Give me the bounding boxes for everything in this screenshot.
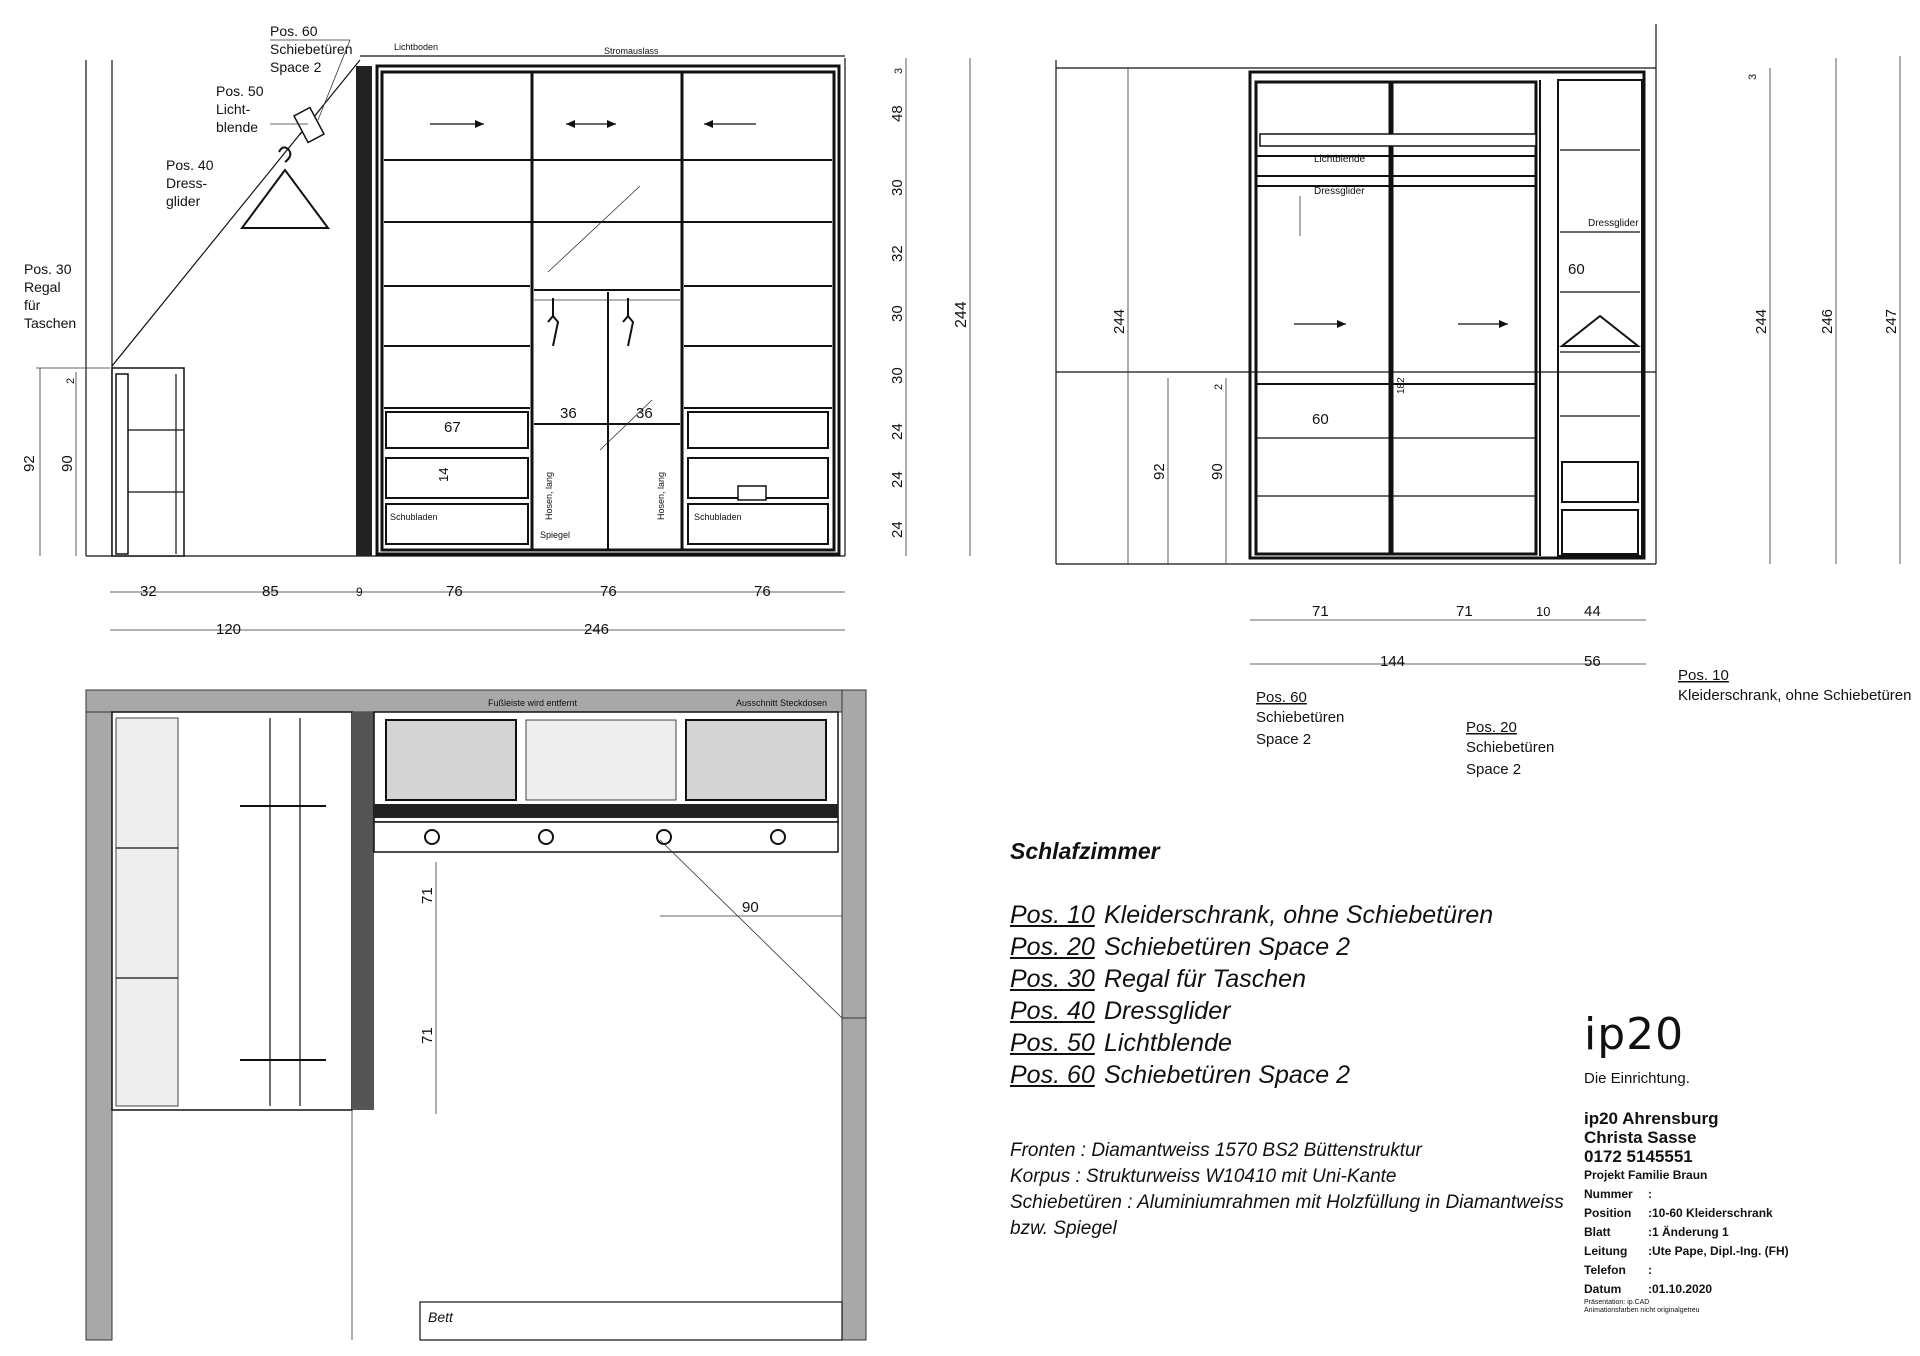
dim-2-right: 2 <box>1213 383 1225 390</box>
dim-36a: 36 <box>560 405 577 422</box>
legend-text: Dressglider <box>1104 997 1231 1025</box>
slogan: Die Einrichtung. <box>1584 1070 1690 1087</box>
dim-right-height: 24 <box>889 471 906 488</box>
bottom-width-dims-right <box>1312 603 1601 620</box>
titleblock-value: :10-60 Kleiderschrank <box>1648 1206 1773 1220</box>
dim-144: 144 <box>1380 653 1406 670</box>
titleblock-key: Blatt <box>1584 1225 1611 1239</box>
schubladen-right-label: Schubladen <box>694 512 742 522</box>
slide-arrow-right-icon <box>430 120 484 128</box>
legend-row <box>1010 1059 1493 1091</box>
dim-bottom-width: 76 <box>446 583 463 600</box>
spiegel-label: Spiegel <box>540 530 571 540</box>
titleblock-row <box>1584 1242 1789 1261</box>
dim-60-inner: 60 <box>1312 411 1329 428</box>
contact-phone: 0172 5145551 <box>1584 1147 1693 1166</box>
dim-182: 182 <box>1396 377 1407 394</box>
titleblock-value: : <box>1648 1187 1652 1201</box>
pos60-label-line2: Schiebetüren <box>270 41 353 57</box>
dim-71-plan-b: 71 <box>419 1027 436 1044</box>
regal-taschen <box>112 368 184 556</box>
dim-2-left: 2 <box>65 377 77 384</box>
dim-right-height: 24 <box>889 423 906 440</box>
titleblock-key: Position <box>1584 1206 1632 1220</box>
dim-60-side: 60 <box>1568 261 1585 278</box>
dim-247-right: 247 <box>1883 308 1900 334</box>
legend <box>1010 838 1493 1091</box>
fussleiste-label: Fußleiste wird entfernt <box>488 698 578 708</box>
dim-71-plan-a: 71 <box>419 887 436 904</box>
dim-right-height: 30 <box>889 305 906 322</box>
dim-90-plan: 90 <box>742 899 759 916</box>
dim-right-height: 3 <box>893 67 905 74</box>
titleblock-key: Telefon <box>1584 1263 1626 1277</box>
dim-right-height: 24 <box>889 521 906 538</box>
dim-92-left: 92 <box>21 455 38 472</box>
material-spiegel: bzw. Spiegel <box>1010 1218 1117 1239</box>
dim-bottom-width: 32 <box>140 583 157 600</box>
titleblock-key: Leitung <box>1584 1244 1628 1258</box>
dim-246-bottom: 246 <box>584 621 610 638</box>
dim-bottom-width-right: 10 <box>1536 604 1551 619</box>
schubladen-left-label: Schubladen <box>390 512 438 522</box>
dim-90-right: 90 <box>1209 463 1226 480</box>
legend-row <box>1010 995 1493 1027</box>
pos30-label-line1: Pos. 30 <box>24 261 72 277</box>
pos60-right-line1: Pos. 60 <box>1256 689 1307 706</box>
dim-bottom-width-right: 71 <box>1312 603 1329 620</box>
right-height-dims <box>889 68 906 538</box>
titleblock-row <box>1584 1204 1789 1223</box>
pos20-right-line1: Pos. 20 <box>1466 719 1517 736</box>
dressglider-label-b: Dressglider <box>1588 218 1639 229</box>
material-korpus: Korpus : Strukturweiss W10410 mit Uni-Kante <box>1010 1166 1397 1187</box>
titleblock-value: :1 Änderung 1 <box>1648 1225 1729 1239</box>
slide-arrow-right-icon <box>1458 320 1508 328</box>
pos50-label-line3: blende <box>216 119 259 135</box>
dim-14: 14 <box>436 467 451 482</box>
contact-name: Christa Sasse <box>1584 1128 1697 1147</box>
legend-row <box>1010 963 1493 995</box>
pos10-right-line1: Pos. 10 <box>1678 667 1729 684</box>
pos50-label-line1: Pos. 50 <box>216 83 264 99</box>
legend-text: Schiebetüren Space 2 <box>1104 1061 1351 1089</box>
titleblock-row <box>1584 1261 1789 1280</box>
elevation-left <box>21 23 970 638</box>
dim-bottom-width: 76 <box>754 583 771 600</box>
dim-244-left-elev: 244 <box>953 301 970 328</box>
fine-print-2: Animationsfarben nicht originalgetreu <box>1584 1307 1700 1314</box>
dim-67: 67 <box>444 419 461 436</box>
wardrobe-side-view <box>1250 72 1644 558</box>
pos30-label-line4: Taschen <box>24 315 77 331</box>
stromauslass-label: Stromauslass <box>604 46 659 56</box>
legend-row <box>1010 1027 1493 1059</box>
pos20-right-line2: Schiebetüren <box>1466 739 1555 756</box>
legend-text: Kleiderschrank, ohne Schiebetüren <box>1104 901 1494 929</box>
pos40-label-line1: Pos. 40 <box>166 157 214 173</box>
company-name: ip20 Ahrensburg <box>1584 1109 1719 1128</box>
dim-90-left: 90 <box>59 455 76 472</box>
bett-label: Bett <box>428 1309 453 1325</box>
titleblock-row <box>1584 1223 1789 1242</box>
dim-bottom-width-right: 44 <box>1584 603 1601 620</box>
floor-plan <box>86 690 866 1340</box>
bottom-width-dims <box>140 583 771 600</box>
titleblock-row <box>1584 1280 1789 1299</box>
dim-bottom-width: 9 <box>356 585 363 599</box>
dim-3-right: 3 <box>1747 73 1759 80</box>
pos30-label-line3: für <box>24 297 41 313</box>
dim-bottom-width: 76 <box>600 583 617 600</box>
projekt-line: Projekt Familie Braun <box>1584 1168 1708 1182</box>
ip20-logo: ip20 <box>1584 1009 1685 1060</box>
titleblock-row <box>1584 1185 1789 1204</box>
materials-block <box>1010 1138 1564 1242</box>
hosen-left-label: Hosen, lang <box>544 471 554 520</box>
dim-right-height: 32 <box>889 245 906 262</box>
titleblock-key: Nummer <box>1584 1187 1633 1201</box>
dim-bottom-width: 85 <box>262 583 279 600</box>
dressglider-label-a: Dressglider <box>1314 186 1365 197</box>
dim-244-right-left: 244 <box>1111 308 1128 334</box>
hosen-right-label: Hosen, lang <box>656 471 666 520</box>
dim-120: 120 <box>216 621 242 638</box>
legend-pos: Pos. 40 <box>1010 997 1095 1025</box>
pos40-label-line2: Dress- <box>166 175 208 191</box>
fine-print-1: Präsentation: ip.CAD <box>1584 1299 1650 1306</box>
dim-bottom-width-right: 71 <box>1456 603 1473 620</box>
dim-246-right: 246 <box>1819 308 1836 334</box>
ausschnitt-label: Ausschnitt Steckdosen <box>736 698 828 708</box>
legend-row <box>1010 931 1493 963</box>
legend-pos: Pos. 50 <box>1010 1029 1095 1057</box>
slide-arrow-right-icon <box>1294 320 1346 328</box>
slide-arrow-both-icon <box>566 120 616 128</box>
pos30-label-line2: Regal <box>24 279 61 295</box>
legend-pos: Pos. 20 <box>1010 933 1095 961</box>
dim-92-right: 92 <box>1151 463 1168 480</box>
pos60-right-line3: Space 2 <box>1256 731 1312 748</box>
dim-right-height: 48 <box>889 105 906 122</box>
legend-title: Schlafzimmer <box>1010 838 1160 864</box>
lichtboden-label: Lichtboden <box>394 42 439 52</box>
legend-pos: Pos. 10 <box>1010 901 1095 929</box>
pos60-label-line1: Pos. 60 <box>270 23 318 39</box>
legend-row <box>1010 899 1493 931</box>
dim-right-height: 30 <box>889 367 906 384</box>
dim-right-height: 30 <box>889 179 906 196</box>
legend-text: Schiebetüren Space 2 <box>1104 933 1351 961</box>
pos50-label-line2: Licht- <box>216 101 251 117</box>
titleblock-value: :Ute Pape, Dipl.-Ing. (FH) <box>1648 1244 1789 1258</box>
dim-244-right: 244 <box>1753 308 1770 334</box>
slide-arrow-left-icon <box>704 120 756 128</box>
dim-36b: 36 <box>636 405 653 422</box>
legend-text: Lichtblende <box>1104 1029 1232 1057</box>
pos40-label-line3: glider <box>166 193 201 209</box>
lichtblende-label: Lichtblende <box>1314 154 1366 165</box>
titleblock-value: : <box>1648 1263 1652 1277</box>
material-schiebetueren: Schiebetüren : Aluminiumrahmen mit Holzfüllung in Diamantweiss <box>1010 1192 1564 1213</box>
title-block <box>1584 1009 1789 1315</box>
titleblock-key: Datum <box>1584 1282 1622 1296</box>
titleblock-value: :01.10.2020 <box>1648 1282 1713 1296</box>
legend-text: Regal für Taschen <box>1104 965 1306 993</box>
pos20-right-line3: Space 2 <box>1466 761 1522 778</box>
pos10-right-line2: Kleiderschrank, ohne Schiebetüren <box>1678 687 1912 704</box>
elevation-right <box>1056 24 1911 778</box>
dim-56: 56 <box>1584 653 1601 670</box>
material-fronten: Fronten : Diamantweiss 1570 BS2 Büttenstruktur <box>1010 1140 1422 1161</box>
legend-pos: Pos. 60 <box>1010 1061 1095 1089</box>
pos60-right-line2: Schiebetüren <box>1256 709 1345 726</box>
pos60-label-line3: Space 2 <box>270 59 322 75</box>
legend-pos: Pos. 30 <box>1010 965 1095 993</box>
